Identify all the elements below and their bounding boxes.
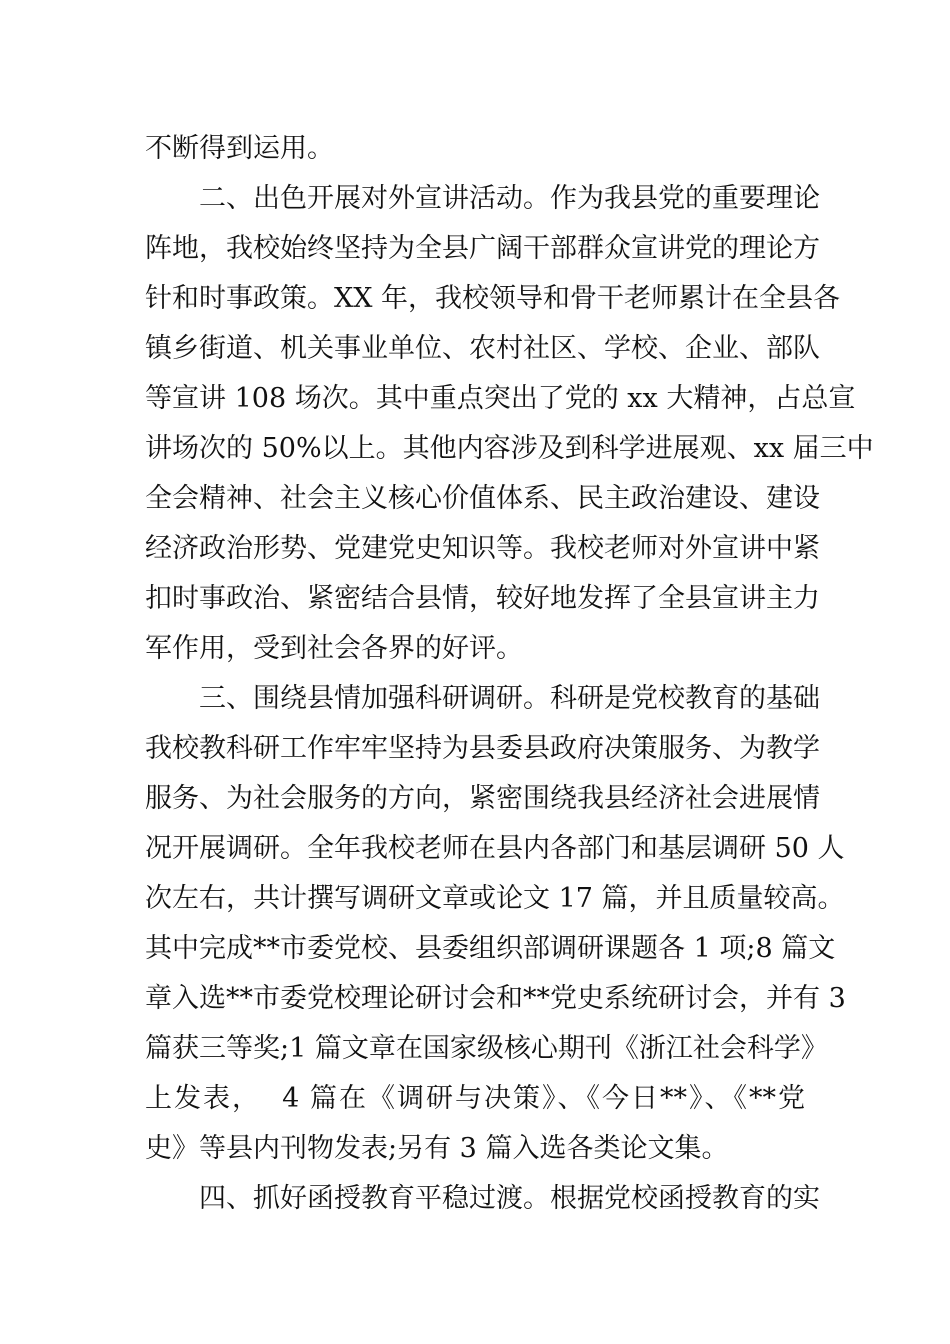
text-line: 篇获三等奖;1 篇文章在国家级核心期刊《浙江社会科学》 [145,1033,828,1064]
text-line: 镇乡街道、机关事业单位、农村社区、学校、企业、部队 [145,333,820,364]
text-line: 其中完成**市委党校、县委组织部调研课题各 1 项;8 篇文 [145,933,836,964]
text-line: 针和时事政策。XX 年，我校领导和骨干老师累计在全县各 [145,283,841,314]
text-line: 章入选**市委党校理论研讨会和**党史系统研讨会，并有 3 [145,983,846,1014]
text-line: 上发表， 4 篇在《调研与决策》、《今日**》、《**党 [145,1083,805,1114]
text-line: 经济政治形势、党建党史知识等。我校老师对外宣讲中紧 [145,533,820,564]
text-line: 不断得到运用。 [145,133,334,164]
text-line: 军作用，受到社会各界的好评。 [145,633,523,664]
document-body [145,124,874,1224]
text-line: 讲场次的 50%以上。其他内容涉及到科学进展观、xx 届三中 [145,433,874,464]
paragraph-4-heading-line: 四、抓好函授教育平稳过渡。根据党校函授教育的实 [199,1183,820,1214]
text-line: 况开展调研。全年我校老师在县内各部门和基层调研 50 人 [145,833,845,864]
text-line: 阵地，我校始终坚持为全县广阔干部群众宣讲党的理论方 [145,233,820,264]
paragraph-3-heading-line: 三、围绕县情加强科研调研。科研是党校教育的基础 [199,683,820,714]
text-line: 史》等县内刊物发表;另有 3 篇入选各类论文集。 [145,1133,729,1164]
text-line: 服务、为社会服务的方向，紧密围绕我县经济社会进展情 [145,783,820,814]
text-line: 全会精神、社会主义核心价值体系、民主政治建设、建设 [145,483,820,514]
text-line: 等宣讲 108 场次。其中重点突出了党的 xx 大精神，占总宣 [145,383,856,414]
text-line: 我校教科研工作牢牢坚持为县委县政府决策服务、为教学 [145,733,820,764]
text-line: 扣时事政治、紧密结合县情，较好地发挥了全县宣讲主力 [145,583,820,614]
paragraph-2-heading-line: 二、出色开展对外宣讲活动。作为我县党的重要理论 [199,183,820,214]
text-line: 次左右，共计撰写调研文章或论文 17 篇，并且质量较高。 [145,883,845,914]
